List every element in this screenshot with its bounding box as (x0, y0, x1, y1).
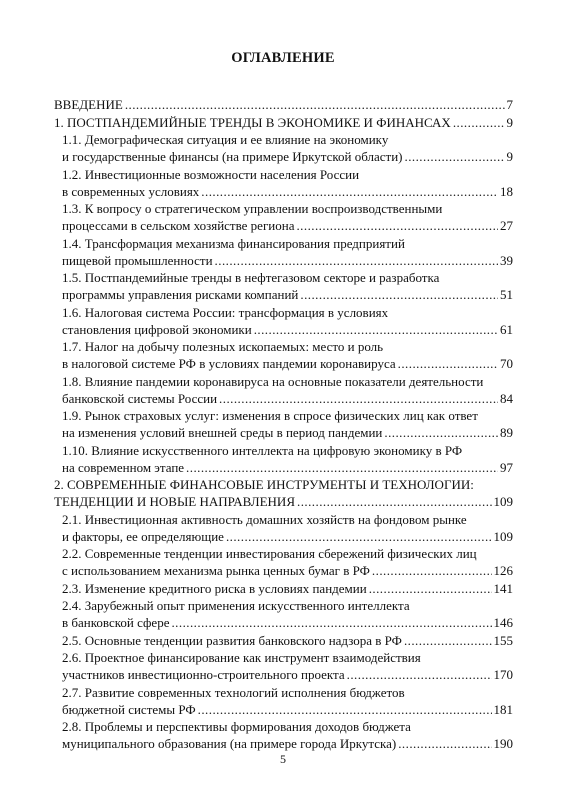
toc-entry-final-line (62, 562, 513, 579)
toc-entry-final-line (62, 321, 513, 338)
toc-subsection-entry (54, 580, 513, 597)
toc-page-number: 89 (500, 425, 513, 440)
toc-subsection-entry (54, 338, 513, 372)
toc-entry-text-line: 2.8. Проблемы и перспективы формирования доходов бюджета (62, 719, 411, 734)
toc-entry-text: с использованием механизма рынка ценных бумаг в РФ (62, 563, 370, 578)
dot-leader (398, 735, 491, 752)
dot-leader (405, 148, 505, 165)
toc-subsection-entry (54, 545, 513, 579)
toc-entry-text: на современном этапе (62, 459, 185, 475)
toc-page-number: 61 (500, 321, 513, 337)
toc-subsection-entry (54, 649, 513, 683)
toc-entry-final-line (62, 735, 513, 752)
toc-subsection-entry (54, 304, 513, 338)
toc-entry-text: в налоговой системе РФ в условиях пандемии коронавируса (62, 356, 396, 371)
toc-entry-final-line (62, 252, 513, 269)
toc-page-number: 155 (493, 632, 513, 648)
toc-entry-text-line: 1.10. Влияние искусственного интеллекта на цифровую экономику в РФ (62, 442, 463, 458)
toc-entry-text: программы управления рисками компаний (62, 287, 299, 302)
toc-entry-final-line (62, 632, 513, 649)
toc-page-number: 109 (493, 494, 513, 509)
toc-page-number: 27 (500, 218, 513, 233)
toc-page-number: 9 (506, 149, 513, 164)
toc-entry-text-line: 1.4. Трансформация механизма финансирования предприятий (62, 235, 405, 251)
toc-page-number: 146 (493, 615, 513, 630)
toc-subsection-entry (54, 442, 513, 476)
toc-entry-final-line (62, 666, 513, 683)
toc-entry-text-line: 2.6. Проектное финансирование как инструмент взаимодействия (62, 650, 421, 665)
toc-subsection-entry (54, 511, 513, 545)
toc-section-entry (54, 114, 513, 131)
toc-entry-text-line: 1.6. Налоговая система России: трансформация в условиях (62, 304, 389, 320)
dot-leader (398, 355, 498, 372)
toc-entry-text: пищевой промышленности (62, 252, 213, 268)
toc-entry-final-line (54, 114, 513, 131)
dot-leader (297, 493, 492, 510)
toc-entry-text-line: 2.7. Развитие современных технологий исполнения бюджетов (62, 684, 405, 700)
toc-page-number: 18 (500, 183, 513, 199)
toc-subsection-entry (54, 684, 513, 718)
toc-page-number: 97 (500, 459, 513, 475)
toc-entry-text-line: 2.2. Современные тенденции инвестирования сбережений физических лиц (62, 546, 477, 561)
toc-entry-text-line: 1.5. Постпандемийные тренды в нефтегазовом секторе и разработка (62, 270, 440, 285)
dot-leader (254, 321, 498, 338)
toc-section-entry (54, 96, 513, 113)
toc-subsection-entry (54, 597, 513, 631)
toc-entry-final-line (62, 528, 513, 545)
toc-subsection-entry (54, 632, 513, 649)
toc-entry-text: банковской системы России (62, 390, 218, 406)
toc-entry-final-line (62, 183, 513, 200)
toc-subsection-entry (54, 407, 513, 441)
toc-entry-text-line: 1.9. Рынок страховых услуг: изменения в спросе физических лиц как ответ (62, 408, 478, 423)
toc-entry-final-line (62, 580, 513, 597)
toc-entry-final-line (62, 701, 513, 718)
toc-subsection-entry (54, 200, 513, 234)
page-number: 5 (280, 752, 286, 766)
toc-entry-final-line (54, 493, 513, 510)
dot-leader (198, 701, 492, 718)
dot-leader (404, 632, 492, 649)
dot-leader (171, 614, 491, 631)
dot-leader (186, 459, 498, 476)
toc-entry-text: бюджетной системы РФ (62, 701, 196, 717)
toc-page-number: 126 (493, 563, 513, 578)
toc-entry-final-line (62, 286, 513, 303)
toc-entry-text-line: 1.1. Демографическая ситуация и ее влияние на экономику (62, 132, 389, 147)
toc-page-number: 70 (500, 356, 513, 371)
toc-section-entry (54, 476, 513, 510)
dot-leader (201, 183, 498, 200)
toc-entry-text: 1. ПОСТПАНДЕМИЙНЫЕ ТРЕНДЫ В ЭКОНОМИКЕ И ФИНАНСАХ (54, 114, 451, 130)
toc-page-number: 7 (506, 97, 513, 112)
dot-leader (369, 580, 492, 597)
toc-entry-final-line (62, 355, 513, 372)
dot-leader (372, 562, 492, 579)
toc-entry-text: муниципального образования (на примере города Иркутска) (62, 736, 397, 751)
toc-entry-text-line: 1.2. Инвестиционные возможности населения России (62, 166, 360, 182)
toc-entry-final-line (62, 459, 513, 476)
toc-entry-text: в современных условиях (62, 183, 200, 199)
toc-entry-text: ТЕНДЕНЦИИ И НОВЫЕ НАПРАВЛЕНИЯ (54, 494, 295, 509)
toc-entry-text-line: 2. СОВРЕМЕННЫЕ ФИНАНСОВЫЕ ИНСТРУМЕНТЫ И ТЕХНОЛОГИИ: (54, 477, 474, 492)
toc-entry-text-line: 2.4. Зарубежный опыт применения искусственного интеллекта (62, 598, 410, 613)
dot-leader (300, 286, 498, 303)
toc-subsection-entry (54, 718, 513, 752)
toc-entry-text-line: 1.7. Налог на добычу полезных ископаемых: место и роль (62, 339, 384, 354)
dot-leader (347, 666, 492, 683)
toc-entry-final-line (62, 217, 513, 234)
dot-leader (226, 528, 492, 545)
dot-leader (215, 252, 498, 269)
table-of-contents (54, 96, 513, 753)
toc-page-number: 181 (493, 701, 513, 717)
toc-entry-text: 2.3. Изменение кредитного риска в условиях пандемии (62, 580, 367, 596)
toc-subsection-entry (54, 269, 513, 303)
toc-entry-text: и факторы, ее определяющие (62, 528, 224, 544)
toc-page-number: 170 (493, 667, 513, 682)
toc-entry-text: и государственные финансы (на примере Иркутской области) (62, 149, 403, 164)
toc-entry-final-line (62, 614, 513, 631)
toc-entry-text-line: 1.8. Влияние пандемии коронавируса на основные показатели деятельности (62, 373, 484, 389)
toc-entry-final-line (62, 424, 513, 441)
toc-page-number: 190 (493, 736, 513, 751)
toc-entry-text: на изменения условий внешней среды в период пандемии (62, 425, 383, 440)
toc-entry-text: процессами в сельском хозяйстве региона (62, 218, 295, 233)
dot-leader (453, 114, 505, 131)
toc-entry-text-line: 1.3. К вопросу о стратегическом управлении воспроизводственными (62, 201, 443, 216)
toc-entry-final-line (54, 96, 513, 113)
toc-entry-text: ВВЕДЕНИЕ (54, 97, 123, 112)
toc-entry-text-line: 2.1. Инвестиционная активность домашних хозяйств на фондовом рынке (62, 511, 467, 527)
toc-entry-text: в банковской сфере (62, 615, 170, 630)
toc-entry-final-line (62, 148, 513, 165)
toc-entry-final-line (62, 390, 513, 407)
toc-entry-text: становления цифровой экономики (62, 321, 252, 337)
toc-page-number: 109 (493, 528, 513, 544)
dot-leader (125, 96, 505, 113)
toc-subsection-entry (54, 235, 513, 269)
toc-page-number: 84 (500, 390, 513, 406)
toc-entry-text: участников инвестиционно-строительного проекта (62, 667, 345, 682)
toc-entry-text: 2.5. Основные тенденции развития банковского надзора в РФ (62, 632, 402, 648)
toc-title: ОГЛАВЛЕНИЕ (231, 50, 335, 66)
toc-page-number: 39 (500, 252, 513, 268)
toc-subsection-entry (54, 166, 513, 200)
toc-subsection-entry (54, 131, 513, 165)
toc-subsection-entry (54, 373, 513, 407)
dot-leader (219, 390, 498, 407)
toc-page-number: 51 (500, 287, 513, 302)
dot-leader (384, 424, 498, 441)
toc-page-number: 141 (493, 580, 513, 596)
dot-leader (296, 217, 498, 234)
toc-page-number: 9 (506, 114, 513, 130)
